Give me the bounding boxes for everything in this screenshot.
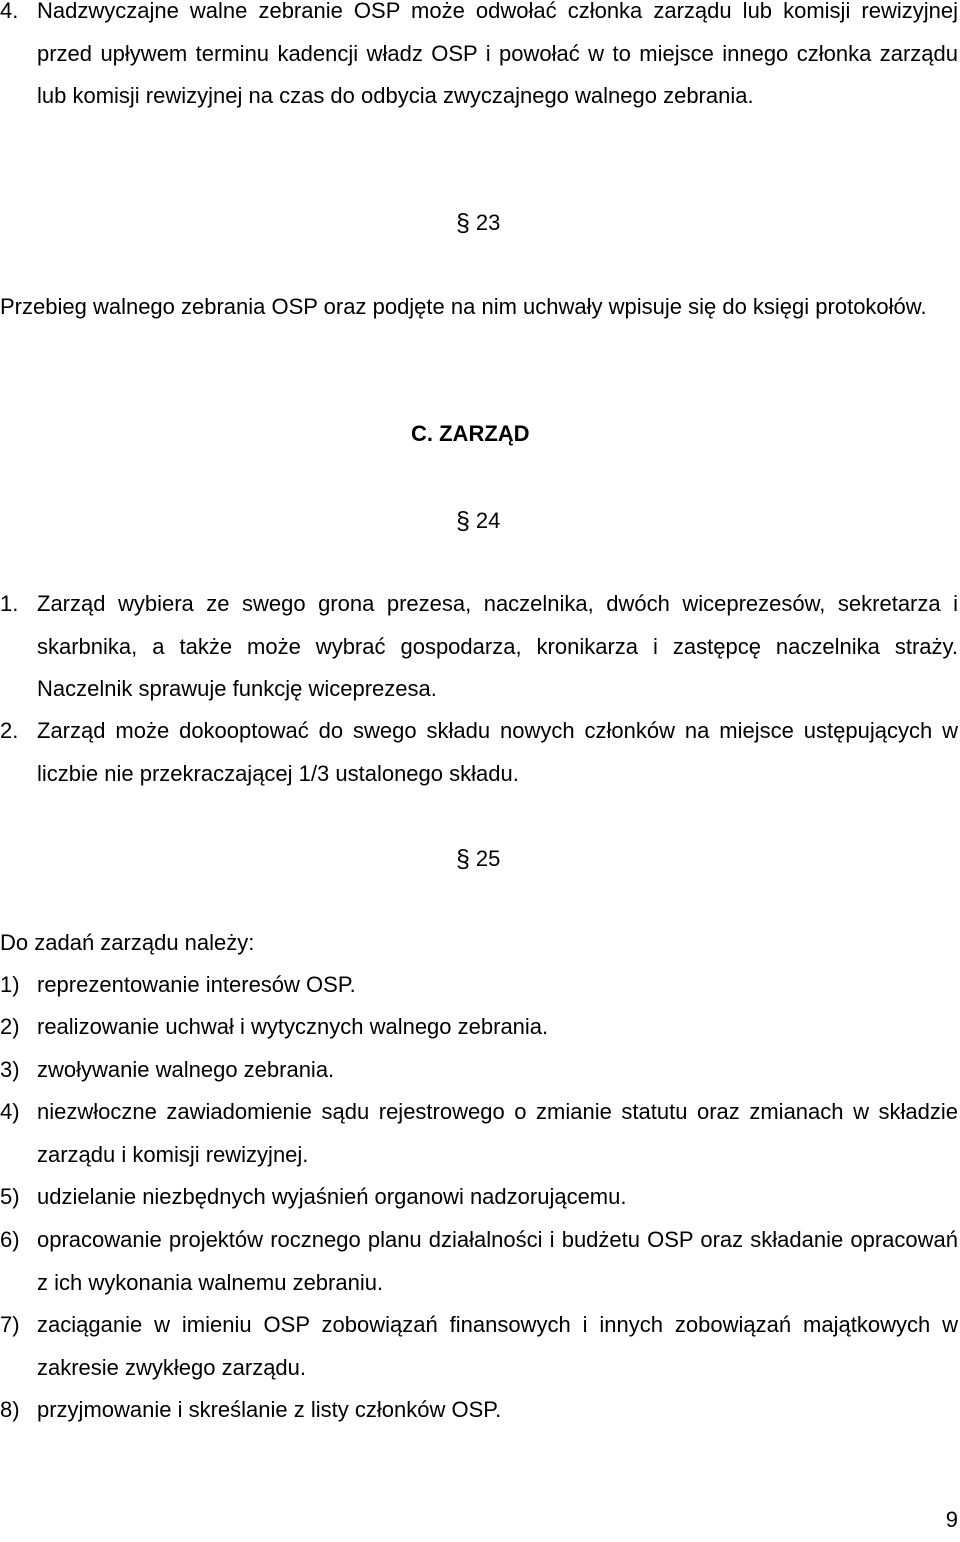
item-text: opracowanie projektów rocznego planu działalności i budżetu OSP oraz składanie opracowań z ich wykonania walnemu zebraniu.	[37, 1227, 958, 1295]
item-number: 4)	[0, 1099, 20, 1124]
section-24-item-2	[0, 710, 958, 795]
section-number: 25	[475, 846, 501, 871]
paragraph-text: Nadzwyczajne walne zebranie OSP może odwołać członka zarządu lub komisji rewizyjnej przed upływem terminu kadencji władz OSP i powołać w to miejsce innego członka zarządu lub komisji rewizyjnej na czas do odbycia zwyczajnego walnego zebrania.	[37, 0, 958, 108]
section-25-item-7	[0, 1304, 958, 1389]
item-number: 5)	[0, 1184, 20, 1209]
section-25-item-1	[0, 964, 958, 1007]
section-25-item-2	[0, 1006, 958, 1049]
section-sign: §	[456, 507, 470, 535]
item-number: 1)	[0, 972, 20, 997]
section-24-item-1	[0, 583, 958, 711]
item-number: 2)	[0, 1014, 20, 1039]
section-heading-23	[456, 202, 500, 242]
page-number: 9	[945, 1507, 958, 1532]
item-text: Zarząd wybiera ze swego grona prezesa, naczelnika, dwóch wiceprezesów, sekretarza i skarbnika, a także może wybrać gospodarza, kronikarza i zastępcę naczelnika straży. Naczelnik sprawuje funkcję wiceprezesa.	[37, 591, 958, 701]
item-number: 7)	[0, 1312, 20, 1337]
item-text: przyjmowanie i skreślanie z listy członków OSP.	[37, 1397, 502, 1422]
section-25-intro: Do zadań zarządu należy:	[0, 930, 255, 955]
item-number: 2.	[0, 718, 19, 743]
section-sign: §	[456, 845, 470, 873]
section-heading-25	[456, 838, 500, 878]
item-number: 1.	[0, 591, 19, 616]
item-text: realizowanie uchwał i wytycznych walnego zebrania.	[37, 1014, 549, 1039]
section-number: 24	[475, 508, 501, 533]
item-text: niezwłoczne zawiadomienie sądu rejestrowego o zmianie statutu oraz zmianach w składzie zarządu i komisji rewizyjnej.	[37, 1099, 958, 1167]
section-25-item-5	[0, 1176, 958, 1219]
item-text: zwoływanie walnego zebrania.	[37, 1057, 335, 1082]
item-text: Zarząd może dokooptować do swego składu nowych członków na miejsce ustępujących w liczbie nie przekraczającej 1/3 ustalonego składu.	[37, 718, 958, 786]
section-number: 23	[475, 210, 501, 235]
item-text: reprezentowanie interesów OSP.	[37, 972, 356, 997]
paragraph-number: 4.	[0, 0, 19, 23]
item-number: 6)	[0, 1227, 20, 1252]
item-number: 8)	[0, 1397, 20, 1422]
section-heading-24	[456, 500, 500, 540]
section-25-item-3	[0, 1049, 958, 1092]
item-number: 3)	[0, 1057, 20, 1082]
section-25-item-8	[0, 1389, 958, 1432]
section-25-item-4	[0, 1091, 958, 1176]
item-text: udzielanie niezbędnych wyjaśnień organowi nadzorującemu.	[37, 1184, 627, 1209]
paragraph-4	[0, 0, 958, 118]
item-text: zaciąganie w imieniu OSP zobowiązań finansowych i innych zobowiązań majątkowych w zakresie zwykłego zarządu.	[37, 1312, 958, 1380]
section-25-item-6	[0, 1219, 958, 1304]
section-23-text: Przebieg walnego zebrania OSP oraz podjęte na nim uchwały wpisuje się do księgi protokołów.	[0, 294, 927, 319]
section-sign: §	[456, 209, 470, 237]
chapter-heading: C. ZARZĄD	[411, 421, 530, 446]
